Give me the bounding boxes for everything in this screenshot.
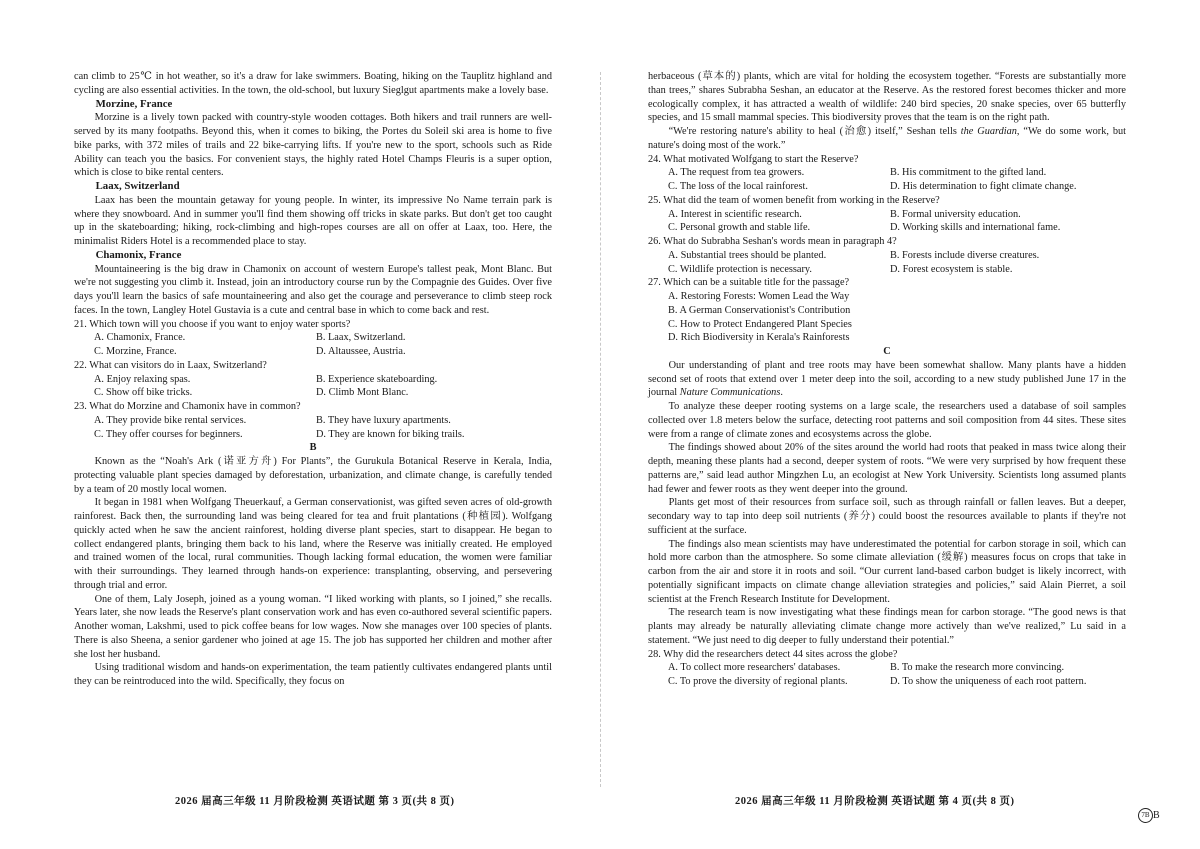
option-28-b: B. To make the research more convincing. bbox=[890, 662, 1065, 674]
paragraph-b4-continued: herbaceous (草本的) plants, which are vital for holding the ecosystem together. “Forests are substantially more than trees,” shares Subrabha Seshan, an educator at the Reserve. As the restored forest becomes thicker and more ecologically complex, it has attracted a wealth of wildlife: 240 bird species, 20 snake species, over 65 butterfly species, and 15 small mammal species. This biodiversity proves that the team is on the right path. bbox=[648, 71, 1126, 124]
corner-mark-letter: B bbox=[1153, 809, 1160, 821]
option-27-d: D. Rich Biodiversity in Kerala's Rainforests bbox=[668, 332, 850, 344]
left-page bbox=[74, 70, 552, 689]
option-21-b: B. Laax, Switzerland. bbox=[316, 332, 406, 344]
question-22-options bbox=[74, 373, 552, 401]
paragraph-chamonix: Mountaineering is the big draw in Chamonix on account of western Europe's tallest peak, Mont Blanc. But we're not suggesting you climb it. Instead, join an introductory course run by the Compagnie des Guides. Over five days you'll learn the basics of safe mountaineering and also get the courage and perseverance to climb steep rock faces. In the town, Langley Hotel Gustavia is a cute and central base in which to come back and rest. bbox=[74, 263, 552, 316]
option-24-b: B. His commitment to the gifted land. bbox=[890, 167, 1047, 179]
question-27: 27. Which can be a suitable title for the passage? bbox=[648, 277, 850, 289]
paragraph-b5-text: “We're restoring nature's ability to heal (治愈) itself,” Seshan tells bbox=[668, 126, 961, 137]
page-footer-left: 2026 届高三年级 11 月阶段检测 英语试题 第 3 页(共 8 页) bbox=[175, 796, 455, 807]
right-page bbox=[648, 70, 1126, 689]
option-22-c: C. Show off bike tricks. bbox=[94, 387, 193, 399]
paragraph-b4: Using traditional wisdom and hands-on experimentation, the team patiently cultivates endangered plants until they can be reintroduced into the wild. Specifically, they focus on bbox=[74, 662, 552, 687]
paragraph-c1-text-end: . bbox=[780, 387, 783, 399]
corner-mark-circle: 7B bbox=[1138, 808, 1153, 823]
paragraph-c4: Plants get most of their resources from surface soil, such as through rainfall or fallen leaves. But a deeper, secondary way to tap into deep soil nutrients (养分) could boost the resources available to plants if they're not sufficient at the surface. bbox=[648, 497, 1126, 536]
option-28-d: D. To show the uniqueness of each root pattern. bbox=[890, 676, 1087, 687]
option-25-d: D. Working skills and international fame. bbox=[890, 222, 1061, 234]
paragraph-c1-text: Our understanding of plant and tree roots may have been somewhat shallow. Many plants have a hidden second set of roots that extend over 1 meter deep into the soil, according to a new study published June 17 in the journal bbox=[648, 359, 1126, 399]
question-26-options bbox=[648, 249, 1126, 277]
option-24-c: C. The loss of the local rainforest. bbox=[668, 181, 808, 192]
question-24-options bbox=[648, 166, 1126, 194]
paragraph-c2: To analyze these deeper rooting systems on a large scale, the researchers used a database of soil samples collected over 1.8 meters below the surface, detecting root patterns and soil composition from 44 sites. These sites were from a range of climate zones and ecosystems across the globe. bbox=[648, 401, 1126, 440]
question-28-options bbox=[648, 661, 1126, 689]
heading-morzine: Morzine, France bbox=[95, 97, 173, 110]
question-24: 24. What motivated Wolfgang to start the Reserve? bbox=[648, 153, 859, 165]
option-21-d: D. Altaussee, Austria. bbox=[316, 346, 406, 357]
option-25-b: B. Formal university education. bbox=[890, 208, 1021, 220]
paragraph-c5: The findings also mean scientists may have underestimated the potential for carbon storage in soil, which can hold more carbon than the atmosphere. So some climate alleviation (缓解) measures focus on crops that take in carbon from the air and store it in roots and soil. “Our current land-based carbon budget is likely incorrect, with potentially significant impacts on climate change alleviation strategies and policies,” said Alain Pierret, a soil scientist at the French Research Institute for Development. bbox=[648, 538, 1126, 605]
option-25-a: A. Interest in scientific research. bbox=[668, 208, 802, 220]
option-27-b: B. A German Conservationist's Contribution bbox=[668, 304, 851, 316]
corner-mark bbox=[1138, 808, 1160, 823]
section-b-heading: B bbox=[309, 442, 317, 454]
option-21-a: A. Chamonix, France. bbox=[94, 332, 186, 344]
paragraph-b3: One of them, Laly Joseph, joined as a young woman. “I liked working with plants, so I joined,” she recalls. Years later, she now leads the Reserve's plant conservation work and has even co-authored several scientific papers. Another woman, Lakshmi, used to pick coffee beans for low wages. Now she manages over 100 species of plants. There is also Sheena, a senior gardener who joined at age 15. The job has supported her children and mother after she lost her husband. bbox=[74, 593, 552, 660]
paragraph-c6: The research team is now investigating what these findings mean for carbon storage. “The good news is that plants may already be naturally alleviating climate change more actively than we've realized,” Lu said in a statement. “We just need to dig deeper to fully understand their potential.” bbox=[648, 607, 1126, 646]
option-21-c: C. Morzine, France. bbox=[94, 346, 177, 357]
question-28: 28. Why did the researchers detect 44 sites across the globe? bbox=[648, 648, 898, 660]
paragraph-morzine: Morzine is a lively town packed with country-style wooden cottages. Both hikers and trail runners are well-served by its many footpaths. Beyond this, when it comes to biking, the Portes du Soleil ski area is home to five bike parks, with 372 miles of trails and 22 bike-carrying lifts. If you're new to the sport, schools such as Ride Ability can teach you the basics. For convenient stays, the highly rated Hotel Champs Fleuris is a super option, which is close to bike rental centers. bbox=[74, 112, 552, 179]
option-22-d: D. Climb Mont Blanc. bbox=[316, 387, 409, 399]
option-24-a: A. The request from tea growers. bbox=[668, 167, 805, 179]
option-24-d: D. His determination to fight climate change. bbox=[890, 181, 1077, 192]
question-26: 26. What do Subrabha Seshan's words mean in paragraph 4? bbox=[648, 236, 897, 247]
option-23-d: D. They are known for biking trails. bbox=[316, 428, 465, 440]
option-23-a: A. They provide bike rental services. bbox=[94, 414, 247, 426]
option-27-c: C. How to Protect Endangered Plant Species bbox=[668, 318, 852, 330]
question-23-options bbox=[74, 414, 552, 442]
question-25-options bbox=[648, 208, 1126, 236]
option-26-b: B. Forests include diverse creatures. bbox=[890, 249, 1040, 261]
option-26-a: A. Substantial trees should be planted. bbox=[668, 249, 827, 261]
paragraph-laax: Laax has been the mountain getaway for young people. In winter, its impressive No Name terrain park is where they snowboard. And in summer you'll find them showing off tricks in skate parks. But don't get too caught up in the skateboarding; hiking, rock-climbing and high-ropes courses are all on offer at Laax, too. Here, the minimalist Riders Hotel is a recommended place to stay. bbox=[74, 194, 552, 247]
paragraph-c3: The findings showed about 20% of the sites around the world had roots that peaked in mass twice along their depth, meaning these plants had a second, deeper system of roots. “We were very surprised by how frequent these patterns are,” said lead author Mingzhen Lu, an ecologist at New York University. Scientists long assumed plants had fewer and fewer roots as they went deeper into the ground. bbox=[648, 442, 1126, 495]
heading-chamonix: Chamonix, France bbox=[95, 248, 182, 261]
question-21-options bbox=[74, 331, 552, 359]
paragraph-b1: Known as the “Noah's Ark (诺亚方舟) For Plants”, the Gurukula Botanical Reserve in Kerala, India, protecting valuable plant species damaged by deforestation, urbanization, and climate change, is carefully tended by a team of 20 mostly local women. bbox=[74, 456, 552, 495]
option-25-c: C. Personal growth and stable life. bbox=[668, 222, 811, 234]
option-22-b: B. Experience skateboarding. bbox=[316, 373, 438, 385]
paragraph-b2: It began in 1981 when Wolfgang Theuerkauf, a German conservationist, was gifted seven acres of old-growth rainforest. Back then, the surrounding land was being cleared for tea and fruit plantations (种植园). Wolfgang quickly acted when he saw the ancient rainforest, holding diverse plant species, start to disappear. He began to collect endangered plants, bringing them back to his land, where the Reserve was initially created. He employed and trained women of the local, rural communities. Though lacking formal education, the women were familiar with their surroundings. They learned through hands-on experience: transplanting, observing, and persevering through trial and error. bbox=[74, 497, 552, 591]
question-21: 21. Which town will you choose if you want to enjoy water sports? bbox=[74, 318, 351, 330]
question-22: 22. What can visitors do in Laax, Switzerland? bbox=[74, 359, 267, 371]
paragraph-intro: can climb to 25℃ in hot weather, so it's a draw for lake swimmers. Boating, hiking on the Tauplitz highland and cycling are also essential activities. In the town, the old-school, but luxury Sieglgut apartments make a lovely base. bbox=[74, 71, 552, 96]
paragraph-b5-text-end: , “We do some work, but nature's doing most of the work.” bbox=[648, 126, 1127, 151]
page-divider bbox=[600, 72, 601, 787]
question-23: 23. What do Morzine and Chamonix have in common? bbox=[74, 401, 301, 412]
question-25: 25. What did the team of women benefit from working in the Reserve? bbox=[648, 194, 940, 206]
question-27-options bbox=[648, 290, 1126, 345]
paragraph-c1-journal: Nature Communications bbox=[679, 387, 781, 399]
paragraph-c1 bbox=[648, 359, 1126, 400]
page-footer-right: 2026 届高三年级 11 月阶段检测 英语试题 第 4 页(共 8 页) bbox=[735, 796, 1015, 807]
option-28-c: C. To prove the diversity of regional plants. bbox=[668, 676, 848, 687]
option-28-a: A. To collect more researchers' databases. bbox=[668, 662, 841, 674]
option-26-c: C. Wildlife protection is necessary. bbox=[668, 263, 812, 275]
option-27-a: A. Restoring Forests: Women Lead the Way bbox=[668, 291, 850, 302]
option-23-b: B. They have luxury apartments. bbox=[316, 414, 451, 426]
option-26-d: D. Forest ecosystem is stable. bbox=[890, 263, 1013, 275]
option-22-a: A. Enjoy relaxing spas. bbox=[94, 373, 191, 385]
section-c-heading: C bbox=[883, 346, 891, 357]
heading-laax: Laax, Switzerland bbox=[95, 180, 180, 192]
option-23-c: C. They offer courses for beginners. bbox=[94, 428, 243, 440]
paragraph-b5 bbox=[648, 125, 1126, 153]
paragraph-b5-source: the Guardian bbox=[960, 126, 1017, 137]
